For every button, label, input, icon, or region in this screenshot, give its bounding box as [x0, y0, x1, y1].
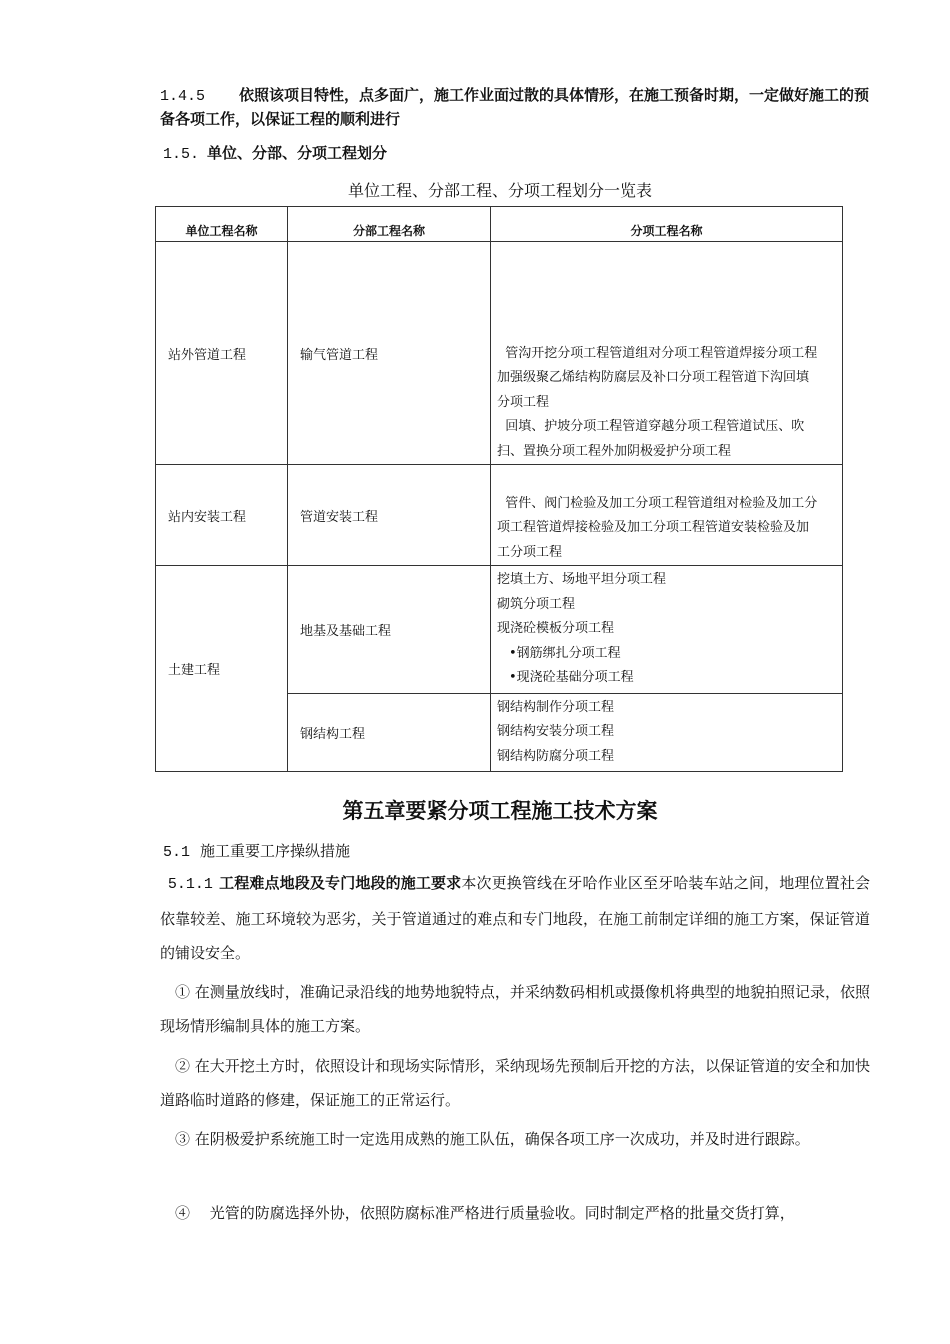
section-text: 依照该项目特性，点多面广，施工作业面过散的具体情形，在施工预备时期，一定做好施工的预备各项工作，以保证工程的顺利进行 — [160, 86, 870, 128]
items-cell — [491, 566, 843, 694]
table-caption: 单位工程、分部工程、分项工程划分一览表 — [347, 181, 652, 200]
item-line: 管沟开挖分项工程管道组对分项工程管道焊接分项工程 — [497, 345, 818, 361]
unit-cell: 土建工程 — [156, 566, 288, 772]
header-item: 分项工程名称 — [491, 207, 843, 242]
section-title: 施工重要工序操纵措施 — [200, 842, 351, 860]
paragraph-item-4: ④ 光管的防腐选择外协，依照防腐标准严格进行质量验收。同时制定严格的批量交货打算， — [175, 1204, 795, 1222]
item-line: 现浇砼模板分项工程 — [497, 621, 615, 636]
section-number: 1.5. — [163, 146, 200, 163]
section-title: 单位、分部、分项工程划分 — [207, 144, 388, 162]
table-row — [156, 566, 843, 694]
item-line: •现浇砼基础分项工程 — [509, 670, 634, 685]
part-cell: 地基及基础工程 — [288, 566, 491, 694]
section-number: 5.1.1 — [167, 876, 213, 893]
item-line: •钢筋绑扎分项工程 — [509, 645, 621, 661]
unit-cell: 站内安装工程 — [156, 465, 288, 566]
item-line: 钢结构防腐分项工程 — [497, 748, 615, 764]
item-line: 加强级聚乙烯结构防腐层及补口分项工程管道下沟回填 — [497, 370, 810, 385]
item-line: 钢结构制作分项工程 — [497, 699, 615, 715]
part-cell: 管道安装工程 — [288, 465, 491, 566]
header-part: 分部工程名称 — [288, 207, 491, 242]
table-header-row — [156, 207, 843, 242]
section-number: 1.4.5 — [160, 88, 206, 105]
item-line: 项工程管道焊接检验及加工分项工程管道安装检验及加 — [497, 520, 810, 535]
division-table — [155, 206, 843, 772]
table-row — [156, 465, 843, 566]
paragraph-item-2: ② 在大开挖土方时，依照设计和现场实际情形，采纳现场先预制后开挖的方法，以保证管道的安全和加快道路临时道路的修建，保证施工的正常运行。 — [160, 1057, 870, 1109]
chapter-title: 第五章要紧分项工程施工技术方案 — [342, 799, 658, 823]
items-cell — [491, 242, 843, 465]
paragraph-1-4-5 — [160, 84, 870, 130]
section-number: 5.1 — [163, 844, 191, 861]
item-line: 挖填土方、场地平坦分项工程 — [497, 572, 667, 587]
table-row — [156, 242, 843, 465]
item-line: 工分项工程 — [497, 544, 563, 560]
item-line: 分项工程 — [497, 394, 550, 410]
part-cell: 输气管道工程 — [288, 242, 491, 465]
paragraph-item-3: ③ 在阴极爱护系统施工时一定选用成熟的施工队伍，确保各项工序一次成功，并及时进行跟踪。 — [175, 1130, 810, 1148]
item-line: 扫、置换分项工程外加阴极爱护分项工程 — [497, 443, 732, 459]
section-bold-title: 工程难点地段及专门地段的施工要求 — [218, 874, 462, 892]
item-line: 钢结构安装分项工程 — [497, 724, 615, 739]
header-unit: 单位工程名称 — [156, 207, 288, 242]
paragraph-item-1: ① 在测量放线时，准确记录沿线的地势地貌特点，并采纳数码相机或摄像机将典型的地貌拍照记录，依照现场情形编制具体的施工方案。 — [160, 983, 870, 1035]
part-cell: 钢结构工程 — [288, 693, 491, 772]
heading-5-1 — [163, 840, 350, 861]
items-cell — [491, 693, 843, 772]
item-line: 砌筑分项工程 — [497, 596, 576, 612]
item-line: 回填、护坡分项工程管道穿越分项工程管道试压、吹 — [497, 419, 805, 434]
paragraph-5-1-1 — [160, 866, 870, 970]
heading-1-5 — [163, 142, 387, 163]
section-text: 本次更换管线在牙哈作业区至牙哈装车站之间，地理位置社会依靠较差、施工环境较为恶劣，关于管道通过的难点和专门地段，在施工前制定详细的施工方案，保证管道的铺设安全。 — [160, 874, 870, 962]
unit-cell: 站外管道工程 — [156, 242, 288, 465]
items-cell — [491, 465, 843, 566]
item-line: 管件、阀门检验及加工分项工程管道组对检验及加工分 — [497, 495, 818, 511]
